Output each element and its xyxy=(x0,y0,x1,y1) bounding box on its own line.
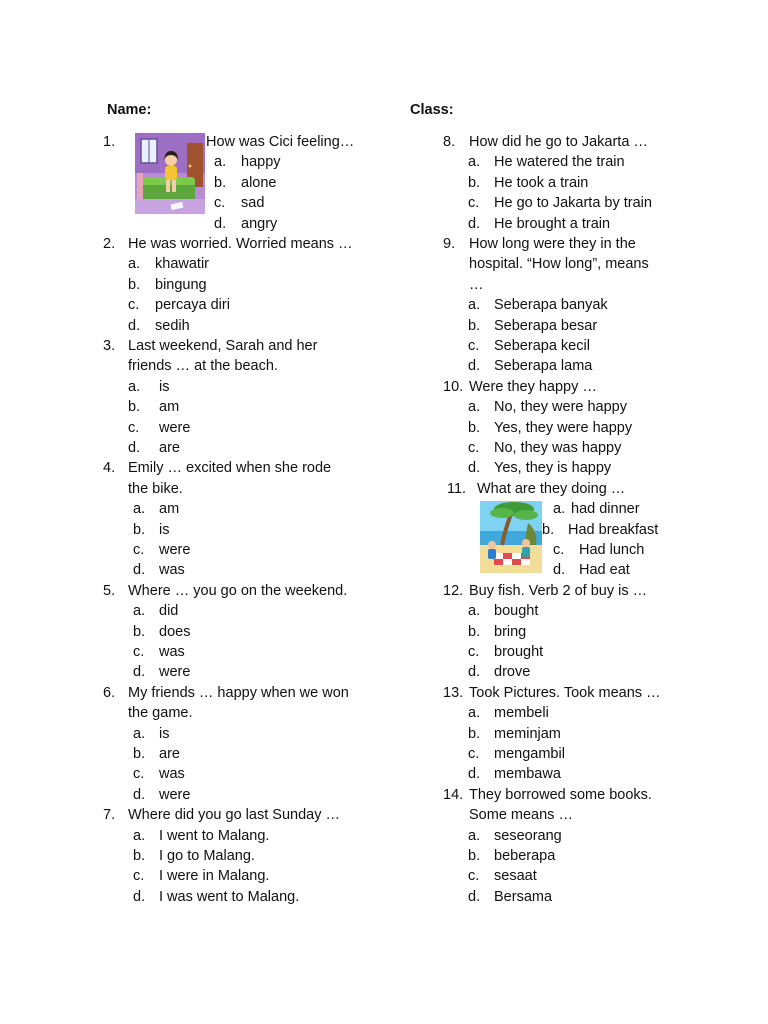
option-letter: d. xyxy=(133,562,146,579)
option-letter: a. xyxy=(468,705,481,722)
option-letter: b. xyxy=(133,746,146,762)
option-text: membeli xyxy=(494,705,549,722)
option-text: is xyxy=(159,521,170,538)
option-text: am xyxy=(159,399,180,416)
option-text: Had lunch xyxy=(579,542,645,558)
option-letter: c. xyxy=(133,644,145,660)
option-text: Seberapa lama xyxy=(494,358,593,375)
option-letter: b. xyxy=(128,399,141,416)
option-letter: c. xyxy=(214,195,226,212)
option-letter: c. xyxy=(553,542,565,558)
option-text: He brought a train xyxy=(494,215,611,232)
question-number: 7. xyxy=(103,807,116,824)
option-letter: a. xyxy=(133,603,146,620)
question-text: What are they doing … xyxy=(477,480,626,497)
option-letter: c. xyxy=(468,746,480,762)
option-text: Seberapa banyak xyxy=(494,297,608,314)
option-text: were xyxy=(159,419,191,436)
option-letter: c. xyxy=(133,766,145,783)
option-letter: d. xyxy=(214,215,227,232)
question-text: Last weekend, Sarah and her xyxy=(128,338,318,354)
option-letter: b. xyxy=(542,521,555,538)
option-text: is xyxy=(159,725,170,742)
option-text: were xyxy=(159,542,191,558)
beach-picnic-picture xyxy=(480,501,542,573)
option-text: happy xyxy=(241,154,281,171)
option-letter: c. xyxy=(128,419,140,436)
question-text: the game. xyxy=(128,705,193,722)
option-letter: c. xyxy=(128,297,140,314)
question-number: 13. xyxy=(443,684,464,701)
option-text: bought xyxy=(494,603,539,620)
option-text: sad xyxy=(241,195,265,212)
option-text: Seberapa besar xyxy=(494,317,598,334)
option-text: Yes, they is happy xyxy=(494,460,612,477)
option-letter: d. xyxy=(468,460,481,477)
option-text: mengambil xyxy=(494,746,565,762)
option-text: khawatir xyxy=(155,256,209,273)
option-letter: d. xyxy=(133,664,146,681)
option-letter: b. xyxy=(468,174,481,191)
question-number: 5. xyxy=(103,582,116,599)
option-text: I were in Malang. xyxy=(159,868,270,885)
option-text: Yes, they were happy xyxy=(494,419,633,436)
option-letter: d. xyxy=(133,786,146,803)
question-text: … xyxy=(469,276,484,293)
option-text: I went to Malang. xyxy=(159,827,270,844)
option-letter: d. xyxy=(468,215,481,232)
option-letter: a. xyxy=(133,827,146,844)
option-letter: b. xyxy=(468,725,481,742)
option-text: was xyxy=(159,562,185,579)
option-text: bingung xyxy=(155,276,207,293)
option-text: I was went to Malang. xyxy=(159,888,300,905)
option-letter: b. xyxy=(214,174,227,191)
option-letter: b. xyxy=(468,623,481,640)
option-letter: d. xyxy=(133,888,146,905)
option-text: I go to Malang. xyxy=(159,848,255,864)
question-number: 12. xyxy=(443,582,464,599)
question-number: 9. xyxy=(443,236,456,252)
option-text: am xyxy=(159,501,180,518)
option-letter: c. xyxy=(468,338,480,354)
question-number: 10. xyxy=(443,378,464,395)
option-text: did xyxy=(159,603,179,620)
option-text: Bersama xyxy=(494,888,553,905)
option-letter: a. xyxy=(468,827,481,844)
question-text: Emily … excited when she rode xyxy=(128,460,332,477)
option-text: Seberapa kecil xyxy=(494,338,590,354)
option-text: are xyxy=(159,746,180,762)
question-text: Where … you go on the weekend. xyxy=(128,582,348,599)
question-number: 2. xyxy=(103,236,116,252)
option-letter: a. xyxy=(468,603,481,620)
question-number: 1. xyxy=(103,134,116,150)
option-letter: b. xyxy=(133,623,146,640)
option-letter: a. xyxy=(468,297,481,314)
question-text: Where did you go last Sunday … xyxy=(128,807,340,824)
option-text: sesaat xyxy=(494,868,537,885)
question-text: My friends … happy when we won xyxy=(128,684,349,701)
option-letter: a. xyxy=(214,154,227,171)
option-text: Had breakfast xyxy=(568,521,659,538)
option-text: seseorang xyxy=(494,827,562,844)
option-letter: a. xyxy=(133,725,146,742)
question-text: How did he go to Jakarta … xyxy=(469,134,648,150)
option-letter: b. xyxy=(133,521,146,538)
option-text: angry xyxy=(241,215,278,232)
option-text: He took a train xyxy=(494,174,589,191)
question-number: 11. xyxy=(447,480,467,497)
question-text: Buy fish. Verb 2 of buy is … xyxy=(469,582,648,599)
option-letter: a. xyxy=(468,399,481,416)
question-number: 14. xyxy=(443,786,464,803)
option-letter: a. xyxy=(468,154,481,171)
question-text: He was worried. Worried means … xyxy=(128,236,353,252)
option-letter: d. xyxy=(128,317,141,334)
question-text: Some means … xyxy=(469,807,573,824)
option-letter: b. xyxy=(468,317,481,334)
question-text: Were they happy … xyxy=(469,378,597,395)
option-letter: c. xyxy=(468,644,480,660)
girl-on-bed-picture xyxy=(135,133,205,214)
option-letter: a. xyxy=(128,378,141,395)
option-text: percaya diri xyxy=(155,297,230,314)
option-text: drove xyxy=(494,664,531,681)
option-letter: d. xyxy=(128,440,141,456)
option-text: were xyxy=(159,664,191,681)
option-text: Had eat xyxy=(579,562,630,579)
option-letter: a. xyxy=(553,501,566,518)
question-text: How was Cici feeling… xyxy=(206,134,355,150)
option-text: bring xyxy=(494,623,527,640)
question-text: Took Pictures. Took means … xyxy=(469,684,661,701)
option-text: alone xyxy=(241,174,277,191)
option-letter: c. xyxy=(468,195,480,212)
question-number: 4. xyxy=(103,460,116,477)
option-letter: c. xyxy=(468,868,480,885)
option-text: were xyxy=(159,786,191,803)
option-text: meminjam xyxy=(494,725,561,742)
option-text: brought xyxy=(494,644,544,660)
question-text: the bike. xyxy=(128,480,183,497)
option-text: was xyxy=(159,644,185,660)
option-text: No, they were happy xyxy=(494,399,627,416)
class-label: Class: xyxy=(410,102,454,118)
option-text: sedih xyxy=(155,317,190,334)
option-letter: a. xyxy=(128,256,141,273)
option-text: are xyxy=(159,440,180,456)
option-text: membawa xyxy=(494,766,561,783)
option-letter: c. xyxy=(468,440,480,456)
option-letter: d. xyxy=(468,766,481,783)
option-text: He go to Jakarta by train xyxy=(494,195,652,212)
question-text: They borrowed some books. xyxy=(469,786,652,803)
option-letter: d. xyxy=(468,358,481,375)
question-text: friends … at the beach. xyxy=(128,358,278,375)
option-text: had dinner xyxy=(571,501,640,518)
option-letter: d. xyxy=(468,664,481,681)
option-letter: a. xyxy=(133,501,146,518)
option-text: He watered the train xyxy=(494,154,625,171)
option-letter: b. xyxy=(468,419,481,436)
option-letter: c. xyxy=(133,542,145,558)
question-text: How long were they in the xyxy=(469,236,636,252)
question-text: hospital. “How long”, means xyxy=(469,256,649,273)
option-text: does xyxy=(159,623,191,640)
option-text: beberapa xyxy=(494,848,556,864)
question-number: 6. xyxy=(103,684,116,701)
option-text: No, they was happy xyxy=(494,440,622,456)
option-letter: b. xyxy=(468,848,481,864)
option-letter: b. xyxy=(128,276,141,293)
option-text: is xyxy=(159,378,170,395)
option-text: was xyxy=(159,766,185,783)
question-number: 8. xyxy=(443,134,456,150)
option-letter: c. xyxy=(133,868,145,885)
option-letter: d. xyxy=(553,562,566,579)
option-letter: b. xyxy=(133,848,146,864)
name-label: Name: xyxy=(107,102,152,118)
question-number: 3. xyxy=(103,338,116,354)
option-letter: d. xyxy=(468,888,481,905)
